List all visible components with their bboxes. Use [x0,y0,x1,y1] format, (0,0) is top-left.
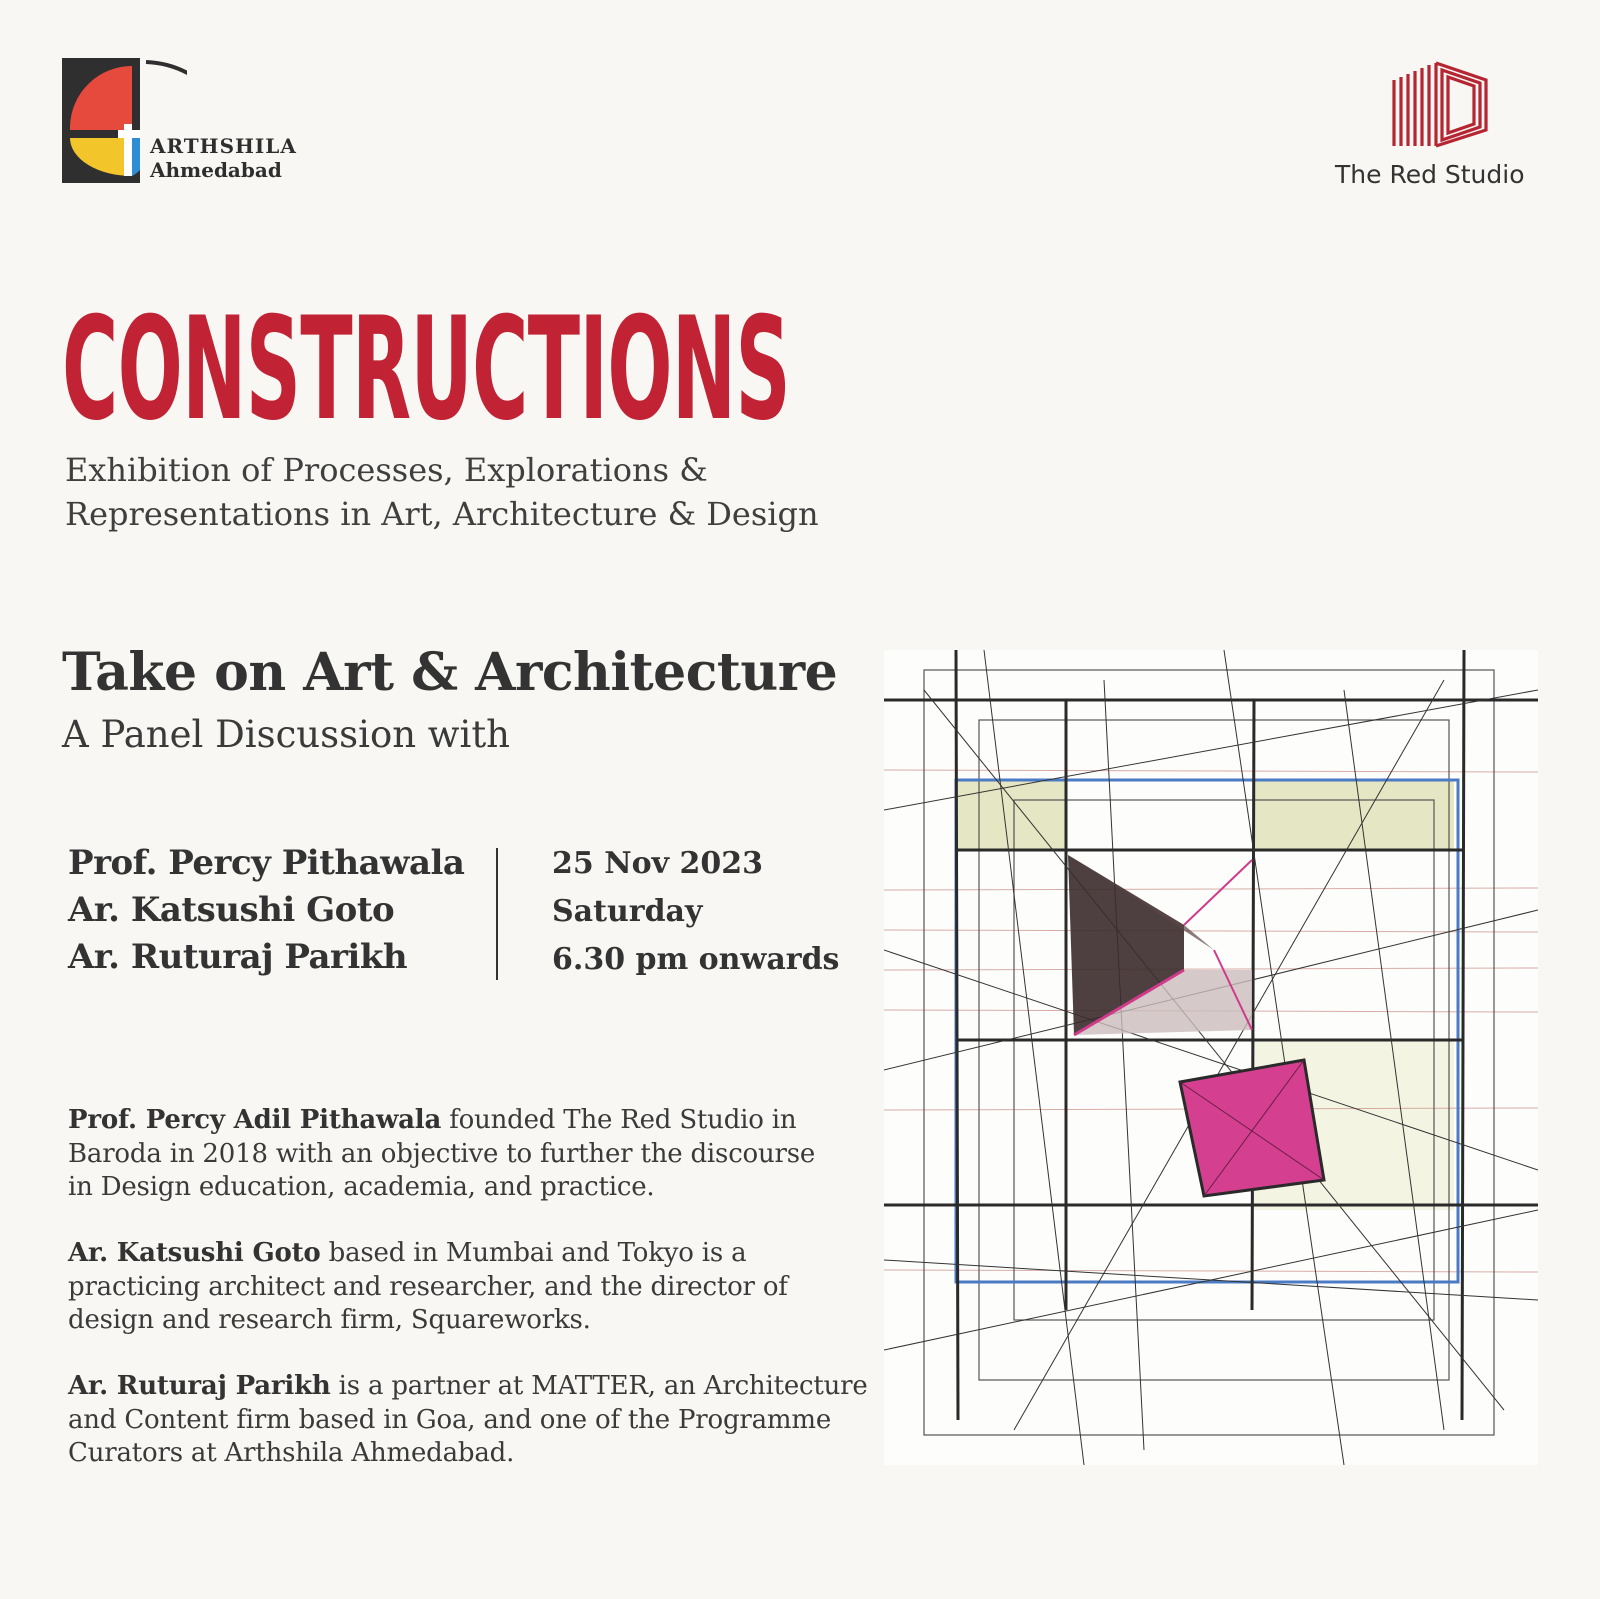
talk-title: Take on Art & Architecture [62,642,838,703]
bio-percy [68,1104,858,1205]
bio-text: design and research firm, Squareworks. [68,1305,591,1335]
bio-text: in Design education, academia, and practice. [68,1172,655,1202]
panelist-name: Ar. Katsushi Goto [68,890,395,930]
talk-subtitle: A Panel Discussion with [62,713,511,756]
red-studio-logo-mark [1390,60,1490,152]
arthshila-logo [62,58,322,188]
divider [496,848,498,980]
panelist-list [68,840,464,981]
bio-text: is a partner at MATTER, an Architecture [330,1371,868,1401]
subtitle-line: Exhibition of Processes, Explorations & [65,451,708,489]
bio-text: based in Mumbai and Tokyo is a [320,1238,747,1268]
arthshila-city: Ahmedabad [150,158,282,182]
panelist-name: Prof. Percy Pithawala [68,843,465,883]
event-day: Saturday [552,894,703,929]
bio-text: practicing architect and researcher, and the director of [68,1271,788,1302]
bio-text: Baroda in 2018 with an objective to further the discourse [68,1138,816,1169]
event-time: 6.30 pm onwards [552,942,840,977]
arthshila-name: ARTHSHILA [150,134,297,158]
bio-text: and Content firm based in Goa, and one of the Programme [68,1404,832,1435]
bio-name: Ar. Katsushi Goto [68,1238,321,1268]
exhibition-title: CONSTRUCTIONS [62,287,791,452]
bio-name: Ar. Ruturaj Parikh [68,1371,331,1401]
bio-ruturaj [68,1370,868,1471]
artwork-drawing [884,650,1538,1465]
red-studio-logo [1330,60,1540,190]
event-date: 25 Nov 2023 [552,846,763,881]
subtitle-line: Representations in Art, Architecture & Design [65,495,819,533]
bio-katsushi [68,1237,858,1338]
artwork-sketch [884,650,1538,1465]
bio-name: Prof. Percy Adil Pithawala [68,1105,442,1135]
event-info [552,840,839,984]
bio-text: Curators at Arthshila Ahmedabad. [68,1438,515,1468]
exhibition-subtitle [65,448,865,536]
bio-text: founded The Red Studio in [441,1105,797,1135]
panelist-name: Ar. Ruturaj Parikh [68,937,408,977]
red-studio-name: The Red Studio [1335,160,1525,189]
